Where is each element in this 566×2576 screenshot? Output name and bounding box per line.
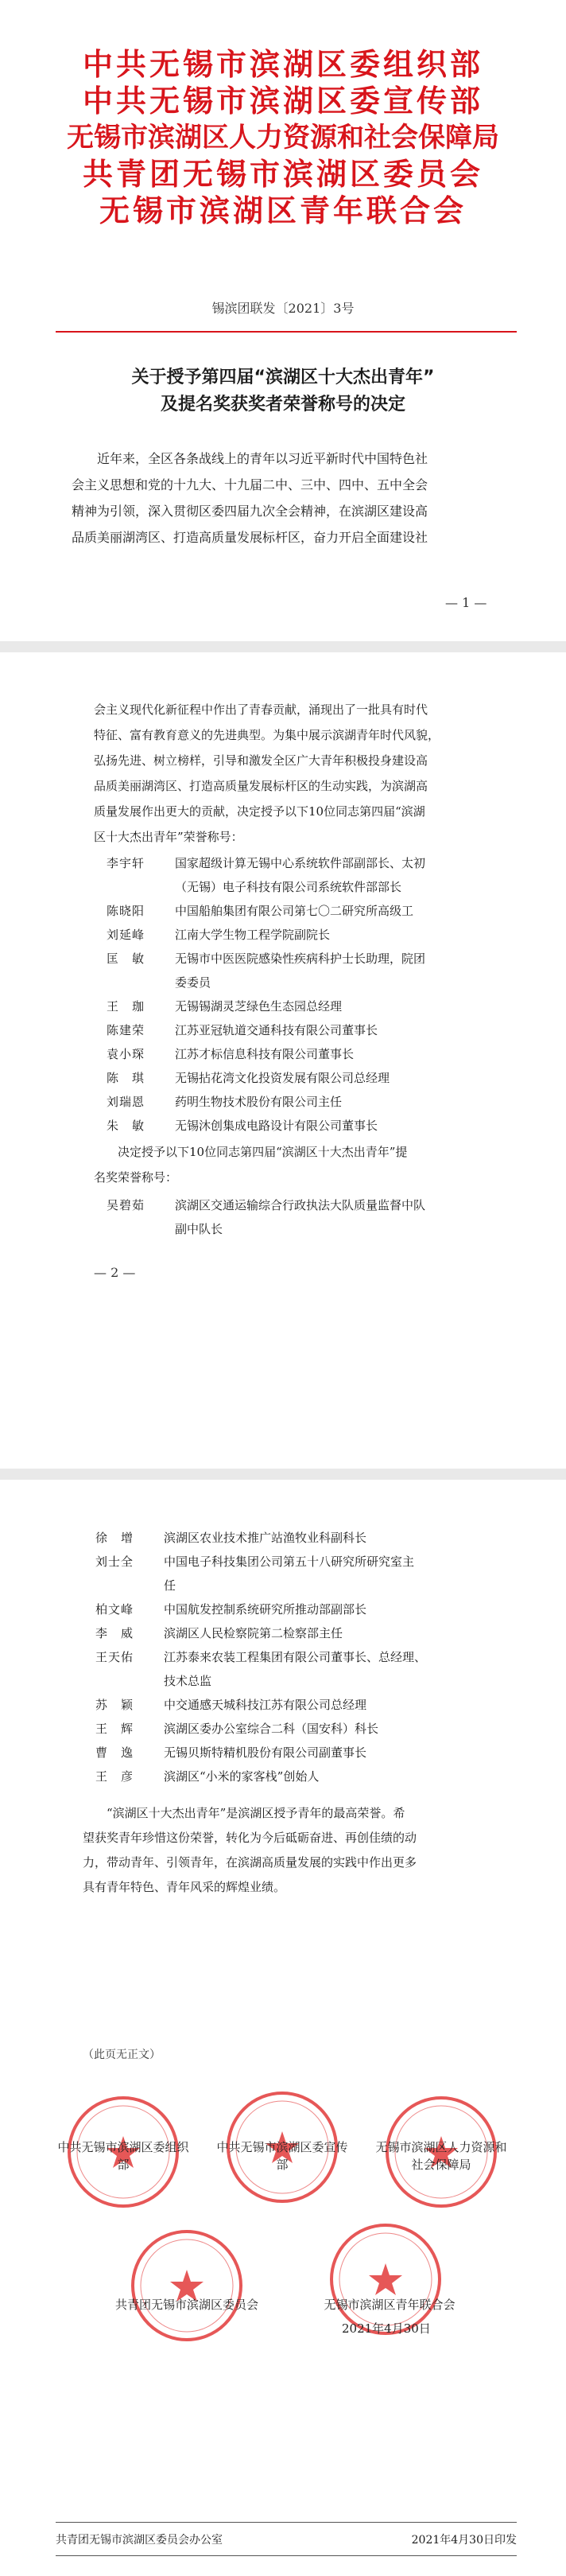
- list-item: [95, 1550, 485, 1574]
- list-item: [95, 1693, 485, 1717]
- page-separator: [0, 1469, 566, 1480]
- seal-label-org-dept: 中共无锡市滨湖区委组织部: [57, 2140, 189, 2172]
- list-item: [107, 971, 488, 994]
- page-number: — 2 —: [94, 1265, 136, 1280]
- nominees-list: [95, 1526, 485, 1788]
- nominee-title: 江苏泰来农装工程集团有限公司董事长、总经理、: [164, 1650, 427, 1664]
- nominee-name: 李 威: [95, 1626, 134, 1640]
- nominee-title: 任: [164, 1578, 176, 1593]
- nominee-title: 滨湖区委办公室综合二科（国安科）科长: [164, 1722, 379, 1736]
- issuing-orgs-header: [0, 46, 566, 229]
- body-line: 近年来，全区各条战线上的青年以习近平新时代中国特色社: [97, 451, 428, 466]
- nominee-title: 滨湖区“小米的家客栈”创始人: [164, 1769, 320, 1784]
- body-line: 弘扬先进、树立榜样，引导和激发全区广大青年积极投身建设高: [94, 753, 428, 768]
- red-seal-icon: [127, 2226, 246, 2345]
- nominee-name: [95, 1669, 164, 1693]
- body-text: [72, 446, 501, 551]
- footer-printed-date: 2021年4月30日印发: [411, 2534, 517, 2547]
- body-line: 品质美丽湖湾区、打造高质量发展标杆区的生动实践，为滨湖高: [94, 779, 428, 793]
- nominee-name: 刘士全: [95, 1555, 134, 1569]
- winner-title: 委委员: [175, 975, 211, 990]
- list-item: [107, 1193, 488, 1217]
- nominee-name: 苏 颖: [95, 1698, 134, 1712]
- nominee-name: 徐 增: [95, 1531, 134, 1545]
- seal-label-hr: 无锡市滨湖区人力资源和社会保障局: [375, 2140, 507, 2172]
- list-item: [107, 1114, 488, 1138]
- winner-name: 匡 敏: [107, 951, 145, 966]
- footer-rule-top: [56, 2522, 517, 2523]
- nominee-title: 滨湖区农业技术推广站渔牧业科副科长: [164, 1531, 367, 1545]
- body-line: 名奖荣誉称号：: [94, 1170, 178, 1185]
- winner-title: 江南大学生物工程学院副院长: [175, 928, 331, 942]
- page-separator: [0, 641, 566, 652]
- nominees-list: [107, 1193, 488, 1241]
- body-line: 精神为引领，深入贯彻区委四届九次全会精神，在滨湖区建设高: [72, 504, 428, 519]
- winner-title: （无锡）电子科技有限公司系统软件部部长: [175, 880, 402, 894]
- winner-name: 刘瑞恩: [107, 1095, 145, 1109]
- official-seals: [48, 2092, 525, 2395]
- winner-name: 刘延峰: [107, 928, 145, 942]
- list-item: [95, 1645, 485, 1669]
- body-line: 会主义现代化新征程中作出了青春贡献，涌现出了一批具有时代: [94, 702, 428, 717]
- nominee-title: 滨湖区交通运输综合行政执法大队质量监督中队: [175, 1198, 426, 1212]
- nominee-name: 王天佑: [95, 1650, 134, 1664]
- closing-text: [83, 1801, 488, 1900]
- red-divider: [56, 331, 517, 333]
- org-line: 无锡市滨湖区人力资源和社会保障局: [67, 122, 499, 154]
- winner-name: 李宇轩: [107, 856, 145, 870]
- footer-rule-bottom: [56, 2555, 517, 2556]
- list-item: [107, 1018, 488, 1042]
- winner-title: 无锡沐创集成电路设计有限公司董事长: [175, 1119, 378, 1133]
- nominee-name: 王 彦: [95, 1769, 134, 1784]
- winner-title: 药明生物技术股份有限公司主任: [175, 1095, 343, 1109]
- body-line: 决定授予以下10位同志第四届“滨湖区十大杰出青年”提: [118, 1145, 408, 1159]
- list-item: [95, 1741, 485, 1765]
- list-item: [107, 1066, 488, 1090]
- body-line: 特征、富有教育意义的先进典型。为集中展示滨湖青年时代风貌，: [94, 728, 440, 742]
- winner-name: 陈建荣: [107, 1023, 145, 1037]
- body-line: 力，带动青年、引领青年，在滨湖高质量发展的实践中作出更多: [83, 1855, 417, 1870]
- winner-name: [107, 875, 175, 899]
- list-item: [107, 1217, 488, 1241]
- winner-title: 无锡拈花湾文化投资发展有限公司总经理: [175, 1071, 390, 1085]
- page-1: [0, 0, 566, 652]
- nominee-title: 中国航发控制系统研究所推动部副部长: [164, 1602, 367, 1617]
- page-2: [0, 652, 566, 1480]
- list-item: [95, 1669, 485, 1693]
- nominee-title: 中国电子科技集团公司第五十八研究所研究室主: [164, 1555, 415, 1569]
- org-line: 共青团无锡市滨湖区委员会: [82, 157, 483, 192]
- winner-title: 江苏才标信息科技有限公司董事长: [175, 1047, 355, 1061]
- nominee-name: 吴碧茹: [107, 1198, 145, 1212]
- list-item: [95, 1526, 485, 1550]
- nominee-name: 柏文峰: [95, 1602, 134, 1617]
- list-item: [107, 1042, 488, 1066]
- title-line: 关于授予第四届“滨湖区十大杰出青年”: [131, 368, 435, 387]
- winner-title: 江苏亚冠轨道交通科技有限公司董事长: [175, 1023, 378, 1037]
- body-line: 区十大杰出青年”荣誉称号：: [94, 830, 243, 844]
- seal-label-league: 共青团无锡市滨湖区委员会: [114, 2298, 258, 2312]
- list-item: [95, 1574, 485, 1597]
- list-item: [107, 851, 488, 875]
- document-number: 锡滨团联发〔2021〕3号: [211, 301, 355, 316]
- page-number: — 1 —: [445, 595, 487, 610]
- winner-name: 陈 琪: [107, 1071, 145, 1085]
- winner-title: 中国船舶集团有限公司第七〇二研究所高级工: [175, 904, 414, 918]
- list-item: [95, 1597, 485, 1621]
- body-line: “滨湖区十大杰出青年”是滨湖区授予青年的最高荣誉。希: [107, 1806, 405, 1820]
- seal-label-propaganda: 中共无锡市滨湖区委宣传部: [216, 2140, 348, 2172]
- nominee-title: 副中队长: [175, 1222, 223, 1236]
- nominee-title: 无锡贝斯特精机股份有限公司副董事长: [164, 1745, 367, 1760]
- org-line: 中共无锡市滨湖区委组织部: [82, 47, 483, 82]
- body-line: 望获奖青年珍惜这份荣誉，转化为今后砥砺奋进、再创佳绩的动: [83, 1831, 417, 1845]
- list-item: [107, 994, 488, 1018]
- body-line: 具有青年特色、青年风采的辉煌业绩。: [83, 1880, 286, 1894]
- winner-name: [107, 971, 175, 994]
- no-text-note: （此页无正文）: [83, 2049, 161, 2061]
- list-item: [107, 947, 488, 971]
- org-line: 无锡市滨湖区青年联合会: [99, 193, 467, 228]
- nominee-name: 曹 逸: [95, 1745, 134, 1760]
- seal-label-youth-fed: 无锡市滨湖区青年联合会: [324, 2298, 456, 2312]
- winner-title: 无锡市中医医院感染性疾病科护士长助理，院团: [175, 951, 426, 966]
- document-title: [0, 364, 566, 418]
- list-item: [95, 1717, 485, 1741]
- winner-name: 王 珈: [107, 999, 145, 1014]
- org-line: 中共无锡市滨湖区委宣传部: [82, 84, 483, 119]
- winner-name: 陈晓阳: [107, 904, 145, 918]
- winner-name: 朱 敏: [107, 1119, 145, 1133]
- footer-issuer: 共青团无锡市滨湖区委员会办公室: [56, 2534, 223, 2547]
- winner-name: 袁小琛: [107, 1047, 145, 1061]
- winners-list: [107, 851, 488, 1138]
- nominee-name: 王 辉: [95, 1722, 134, 1736]
- footer: [56, 2531, 517, 2547]
- body-line: 质量发展作出更大的贡献，决定授予以下10位同志第四届“滨湖: [94, 804, 425, 819]
- list-item: [107, 1090, 488, 1114]
- list-item: [107, 899, 488, 923]
- body-line: 会主义思想和党的十九大、十九届二中、三中、四中、五中全会: [72, 477, 428, 492]
- nominee-name: [95, 1574, 164, 1597]
- list-item: [95, 1765, 485, 1788]
- list-item: [95, 1621, 485, 1645]
- nominee-title: 滨湖区人民检察院第二检察部主任: [164, 1626, 343, 1640]
- nominee-title: 中交通感天城科技江苏有限公司总经理: [164, 1698, 367, 1712]
- list-item: [107, 923, 488, 947]
- nominee-name: [107, 1217, 175, 1241]
- winner-title: 无锡锡湖灵芝绿色生态园总经理: [175, 999, 343, 1014]
- page-3: [0, 1480, 566, 2576]
- list-item: [107, 875, 488, 899]
- body-line: 品质美丽湖湾区、打造高质量发展标杆区，奋力开启全面建设社: [72, 530, 428, 545]
- issue-date: 2021年4月30日: [342, 2321, 431, 2336]
- winner-title: 国家超级计算无锡中心系统软件部副部长、太初: [175, 856, 426, 870]
- intro-text: [94, 697, 491, 850]
- nomination-intro: [94, 1139, 491, 1190]
- nominee-title: 技术总监: [164, 1674, 212, 1688]
- title-line: 及提名奖获奖者荣誉称号的决定: [160, 395, 405, 414]
